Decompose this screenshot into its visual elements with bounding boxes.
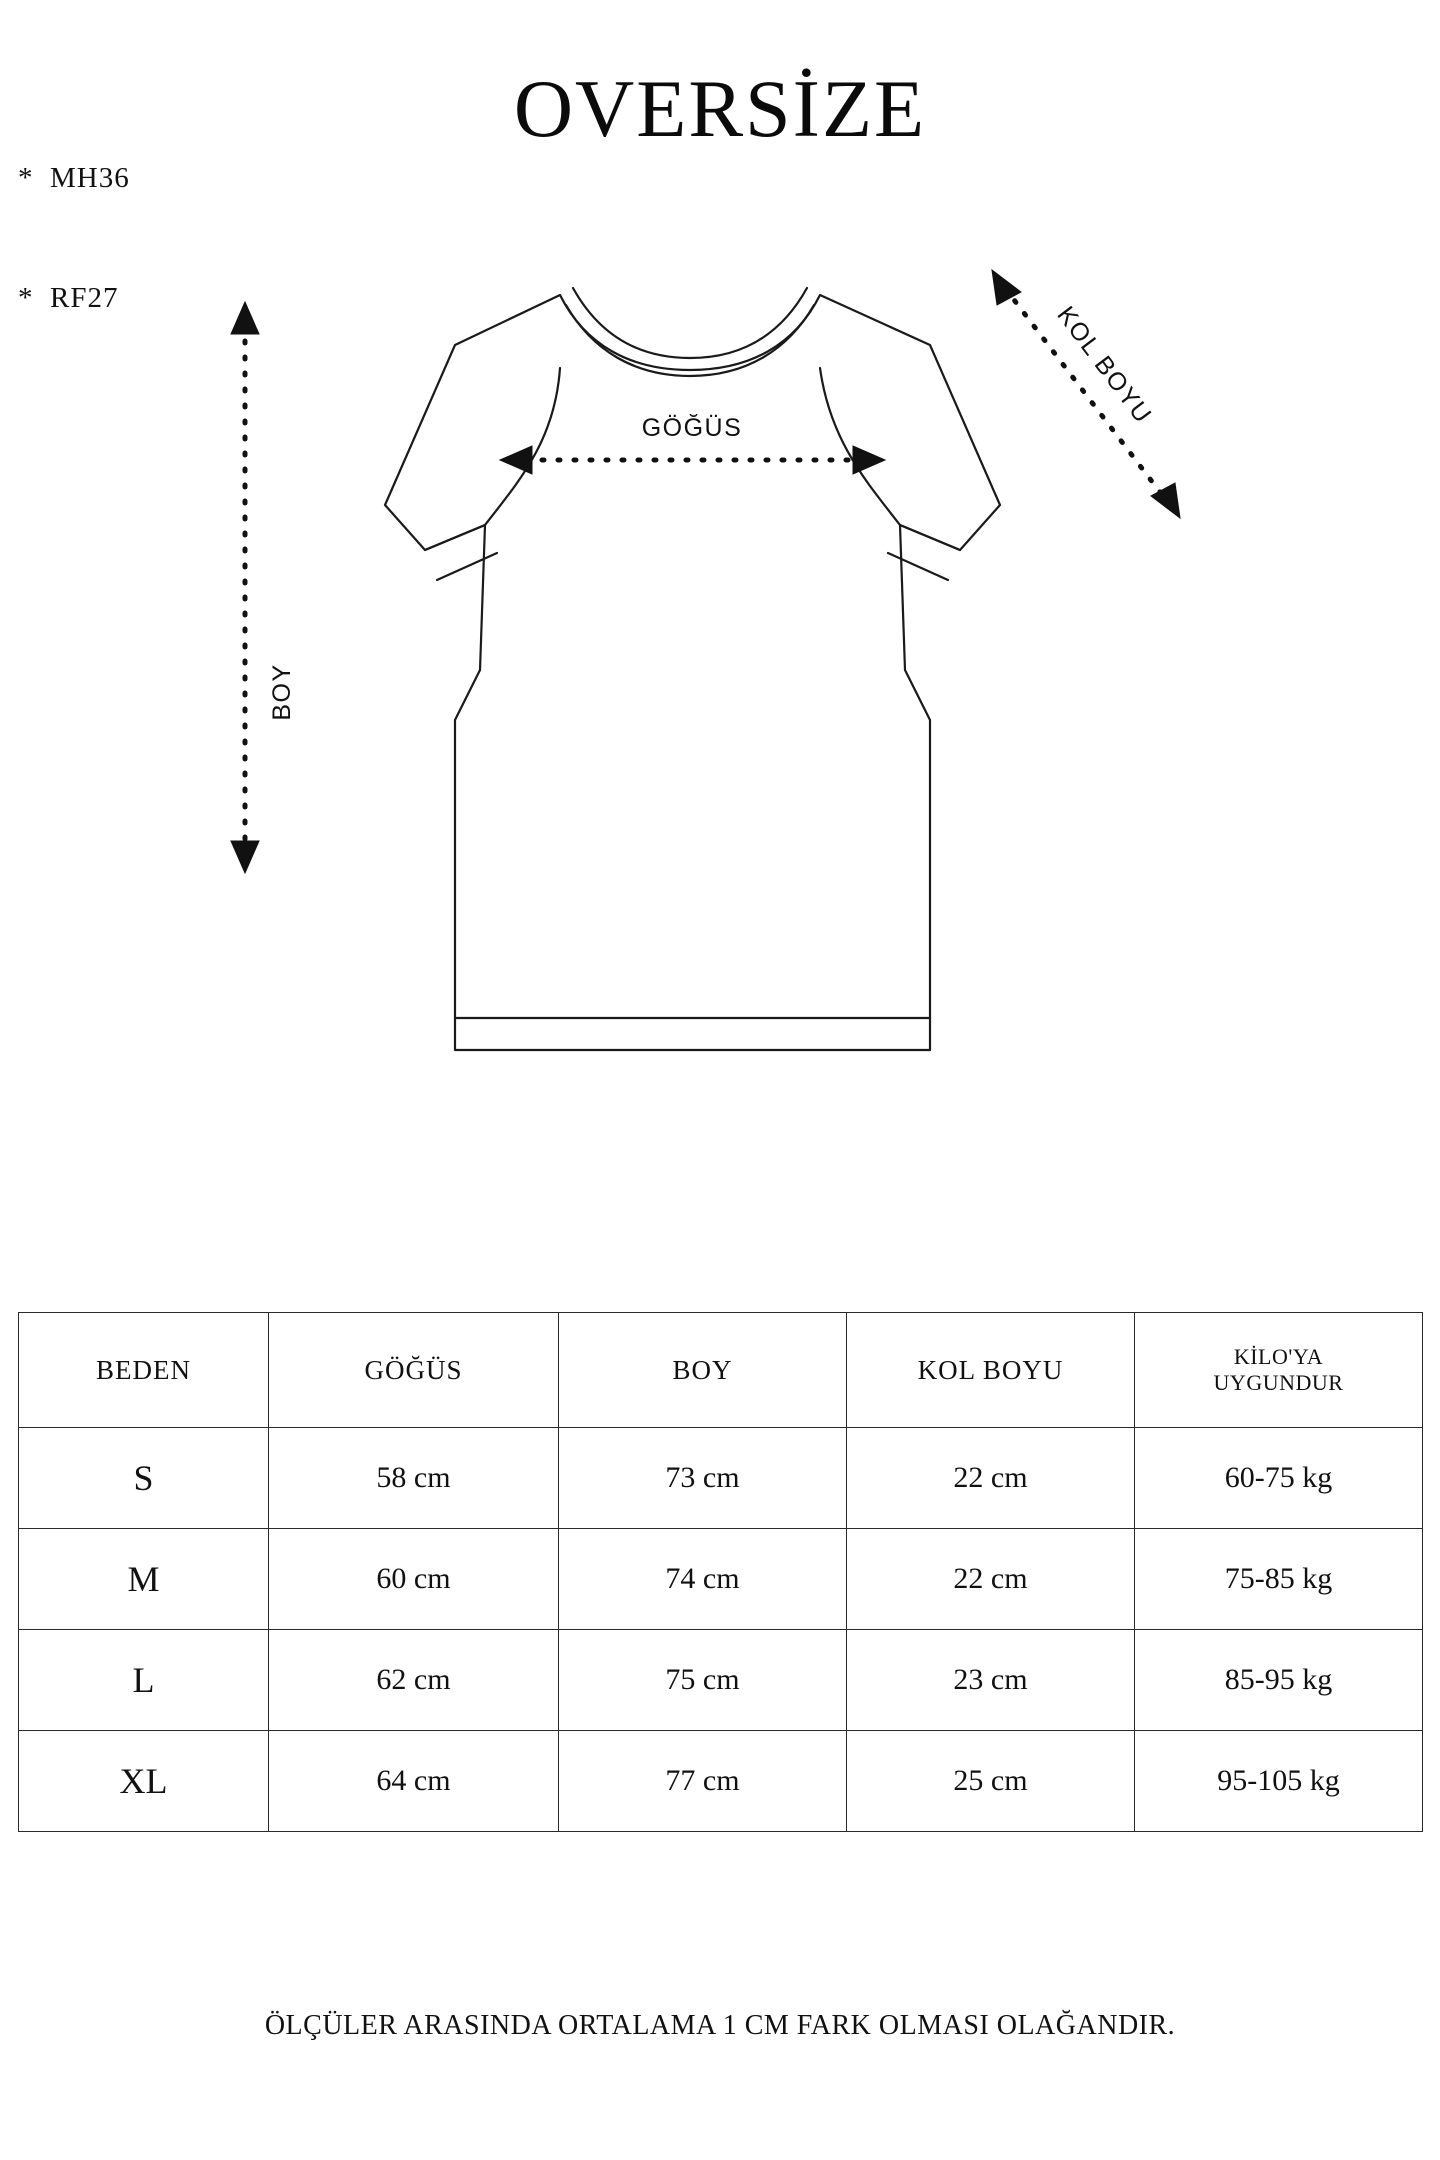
cell-gogus: 64 cm xyxy=(269,1731,559,1832)
header-kilo-line2: UYGUNDUR xyxy=(1213,1370,1344,1395)
cell-gogus: 58 cm xyxy=(269,1428,559,1529)
header-boy: BOY xyxy=(559,1313,847,1428)
header-kilo-line1: KİLO'YA xyxy=(1233,1344,1324,1369)
table-row xyxy=(19,1428,1423,1529)
length-label: BOY xyxy=(268,663,296,721)
cell-gogus: 62 cm xyxy=(269,1630,559,1731)
footnote: ÖLÇÜLER ARASINDA ORTALAMA 1 CM FARK OLMASI OLAĞANDIR. xyxy=(264,2010,1176,2041)
page-header xyxy=(0,0,1440,314)
sleeve-measure-arrow xyxy=(992,270,1180,518)
table-row xyxy=(19,1630,1423,1731)
tshirt-outline-icon xyxy=(385,288,1000,1050)
cell-kilo: 95-105 kg xyxy=(1135,1731,1423,1832)
table-header-row xyxy=(19,1313,1423,1428)
cell-beden: XL xyxy=(19,1731,269,1832)
chest-label: GÖĞÜS xyxy=(641,414,743,442)
table-row xyxy=(19,1529,1423,1630)
cell-boy: 74 cm xyxy=(559,1529,847,1630)
product-code-1: * MH36 xyxy=(18,162,130,194)
size-table xyxy=(18,1312,1423,1832)
product-code-2: * RF27 xyxy=(18,282,119,314)
table-row xyxy=(19,1731,1423,1832)
cell-gogus: 60 cm xyxy=(269,1529,559,1630)
length-measure-arrow xyxy=(231,302,259,873)
cell-boy: 77 cm xyxy=(559,1731,847,1832)
header-gogus: GÖĞÜS xyxy=(269,1313,559,1428)
cell-kilo: 75-85 kg xyxy=(1135,1529,1423,1630)
cell-kol: 23 cm xyxy=(847,1630,1135,1731)
cell-kilo: 85-95 kg xyxy=(1135,1630,1423,1731)
chest-measure-arrow xyxy=(500,446,885,474)
cell-kol: 22 cm xyxy=(847,1428,1135,1529)
header-kilo xyxy=(1135,1313,1423,1428)
header-beden: BEDEN xyxy=(19,1313,269,1428)
cell-kol: 25 cm xyxy=(847,1731,1135,1832)
page-title: OVERSİZE xyxy=(513,63,927,154)
cell-beden: L xyxy=(19,1630,269,1731)
sleeve-label: KOL BOYU xyxy=(1051,301,1158,430)
cell-boy: 75 cm xyxy=(559,1630,847,1731)
cell-kilo: 60-75 kg xyxy=(1135,1428,1423,1529)
tshirt-measurement-diagram xyxy=(0,250,1440,1260)
cell-beden: S xyxy=(19,1428,269,1529)
cell-kol: 22 cm xyxy=(847,1529,1135,1630)
cell-beden: M xyxy=(19,1529,269,1630)
cell-boy: 73 cm xyxy=(559,1428,847,1529)
header-kol-boyu: KOL BOYU xyxy=(847,1313,1135,1428)
size-table-container xyxy=(18,1312,1422,1832)
